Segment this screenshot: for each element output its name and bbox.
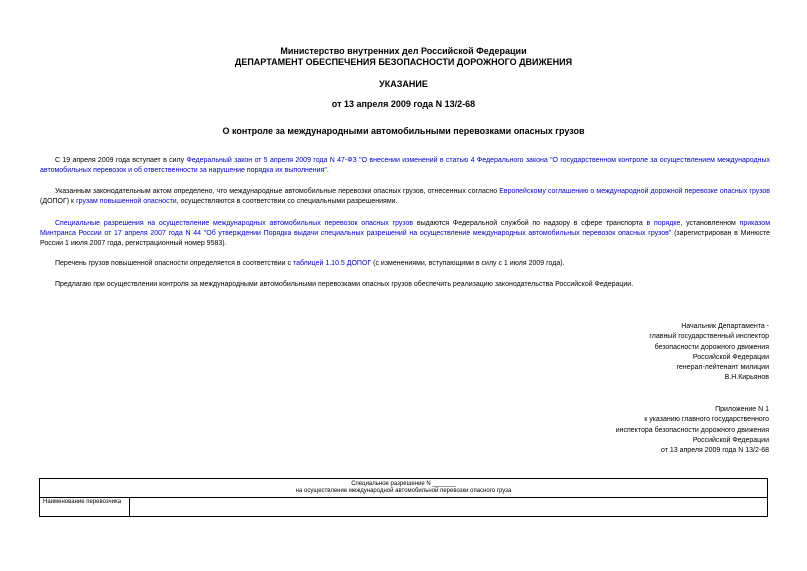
- mintrans-order-link[interactable]: приказом Минтранса России от 17 апреля 2007 года N 44 "Об утверждении Порядка выдачи специальных разрешений на осуществление международных автомобильных перевозок опасных грузов": [40, 220, 771, 237]
- procedure-link[interactable]: в порядке: [646, 220, 681, 227]
- permit-form-table: [39, 478, 768, 517]
- signature-line: Российской Федерации: [692, 353, 769, 361]
- paragraph-3: Специальные разрешения на осуществление международных автомобильных перевозок опасных грузов выдаются Федеральной службой по надзору в сфере транспорта в порядке, установленном приказом Минтранса России от 17 апреля 2007 года N 44 "Об утверждении Порядка выдачи специальных разрешений на осуществление международных автомобильных перевозок опасных грузов" (зарегистрирован в Минюсте России 1 июля 2007 года, регистрационный номер 9583).: [40, 220, 771, 247]
- appendix-line: к указанию главного государственного: [644, 416, 769, 424]
- document-date-number: от 13 апреля 2009 года N 13/2-68: [331, 99, 476, 109]
- adr-agreement-link[interactable]: Европейскому соглашению о международной дорожной перевозке опасных грузов: [499, 188, 770, 195]
- appendix-block: [529, 405, 769, 456]
- table-row: [40, 479, 768, 498]
- appendix-line: от 13 апреля 2009 года N 13/2-68: [661, 447, 769, 455]
- table-row: [40, 498, 768, 517]
- appendix-line: инспектора безопасности дорожного движения: [615, 426, 769, 434]
- signature-line: В.Н.Кирьянов: [724, 374, 769, 382]
- ministry-name: Министерство внутренних дел Российской Федерации: [280, 46, 527, 56]
- appendix-line: Приложение N 1: [715, 406, 769, 413]
- paragraph-5: Предлагаю при осуществлении контроля за международными автомобильными перевозками опасных грузов обеспечить реализацию законодательства Российской Федерации.: [55, 281, 634, 288]
- federal-law-link[interactable]: Федеральный закон от 5 апреля 2009 года N 47-ФЗ "О внесении изменений в статью 4 Федерального закона "О государственном контроле за осуществлением международных автомобильных перевозок и об ответственности за нарушение порядка их выполнения": [40, 157, 771, 174]
- signature-line: Начальник Департамента -: [681, 323, 769, 330]
- signature-line: генерал-лейтенант милиции: [676, 364, 769, 372]
- department-name: ДЕПАРТАМЕНТ ОБЕСПЕЧЕНИЯ БЕЗОПАСНОСТИ ДОРОЖНОГО ДВИЖЕНИЯ: [234, 57, 573, 67]
- form-subtitle: на осуществление международной автомобильной перевозки опасного груза: [295, 488, 512, 494]
- document-title: О контроле за международными автомобильными перевозками опасных грузов: [222, 126, 585, 136]
- carrier-name-value: [130, 498, 768, 517]
- signature-block: [529, 322, 769, 384]
- carrier-name-label: Наименование перевозчика: [40, 498, 130, 517]
- adr-table-link[interactable]: таблицей 1.10.5 ДОПОГ: [292, 260, 372, 267]
- high-danger-goods-link[interactable]: грузам повышенной опасности: [76, 198, 177, 205]
- paragraph-4: Перечень грузов повышенной опасности определяется в соответствии с таблицей 1.10.5 ДОПОГ (с изменениями, вступающими в силу с 1 июля 2009 года).: [55, 260, 565, 267]
- special-permits-link[interactable]: Специальные разрешения на осуществление международных автомобильных перевозок опасных грузов: [55, 220, 414, 227]
- form-title-cell: [40, 479, 768, 498]
- paragraph-2: Указанным законодательным актом определено, что международные автомобильные перевозки опасных грузов, отнесенных согласно Европейскому соглашению о международной дорожной перевозке опасных грузов (ДОПОГ) к грузам повышенной опасности, осуществляются в соответствии со специальными разрешениями.: [40, 188, 770, 205]
- appendix-line: Российской Федерации: [692, 436, 769, 444]
- paragraph-1: С 19 апреля 2009 года вступает в силу Федеральный закон от 5 апреля 2009 года N 47-ФЗ "О внесении изменений в статью 4 Федерального закона "О государственном контроле за осуществлением международных автомобильных перевозок и об ответственности за нарушение порядка их выполнения".: [40, 157, 771, 174]
- signature-line: главный государственный инспектор: [649, 333, 769, 341]
- document-type: УКАЗАНИЕ: [379, 79, 428, 89]
- signature-line: безопасности дорожного движения: [654, 343, 769, 351]
- form-title: Специальное разрешение N _______: [351, 481, 456, 487]
